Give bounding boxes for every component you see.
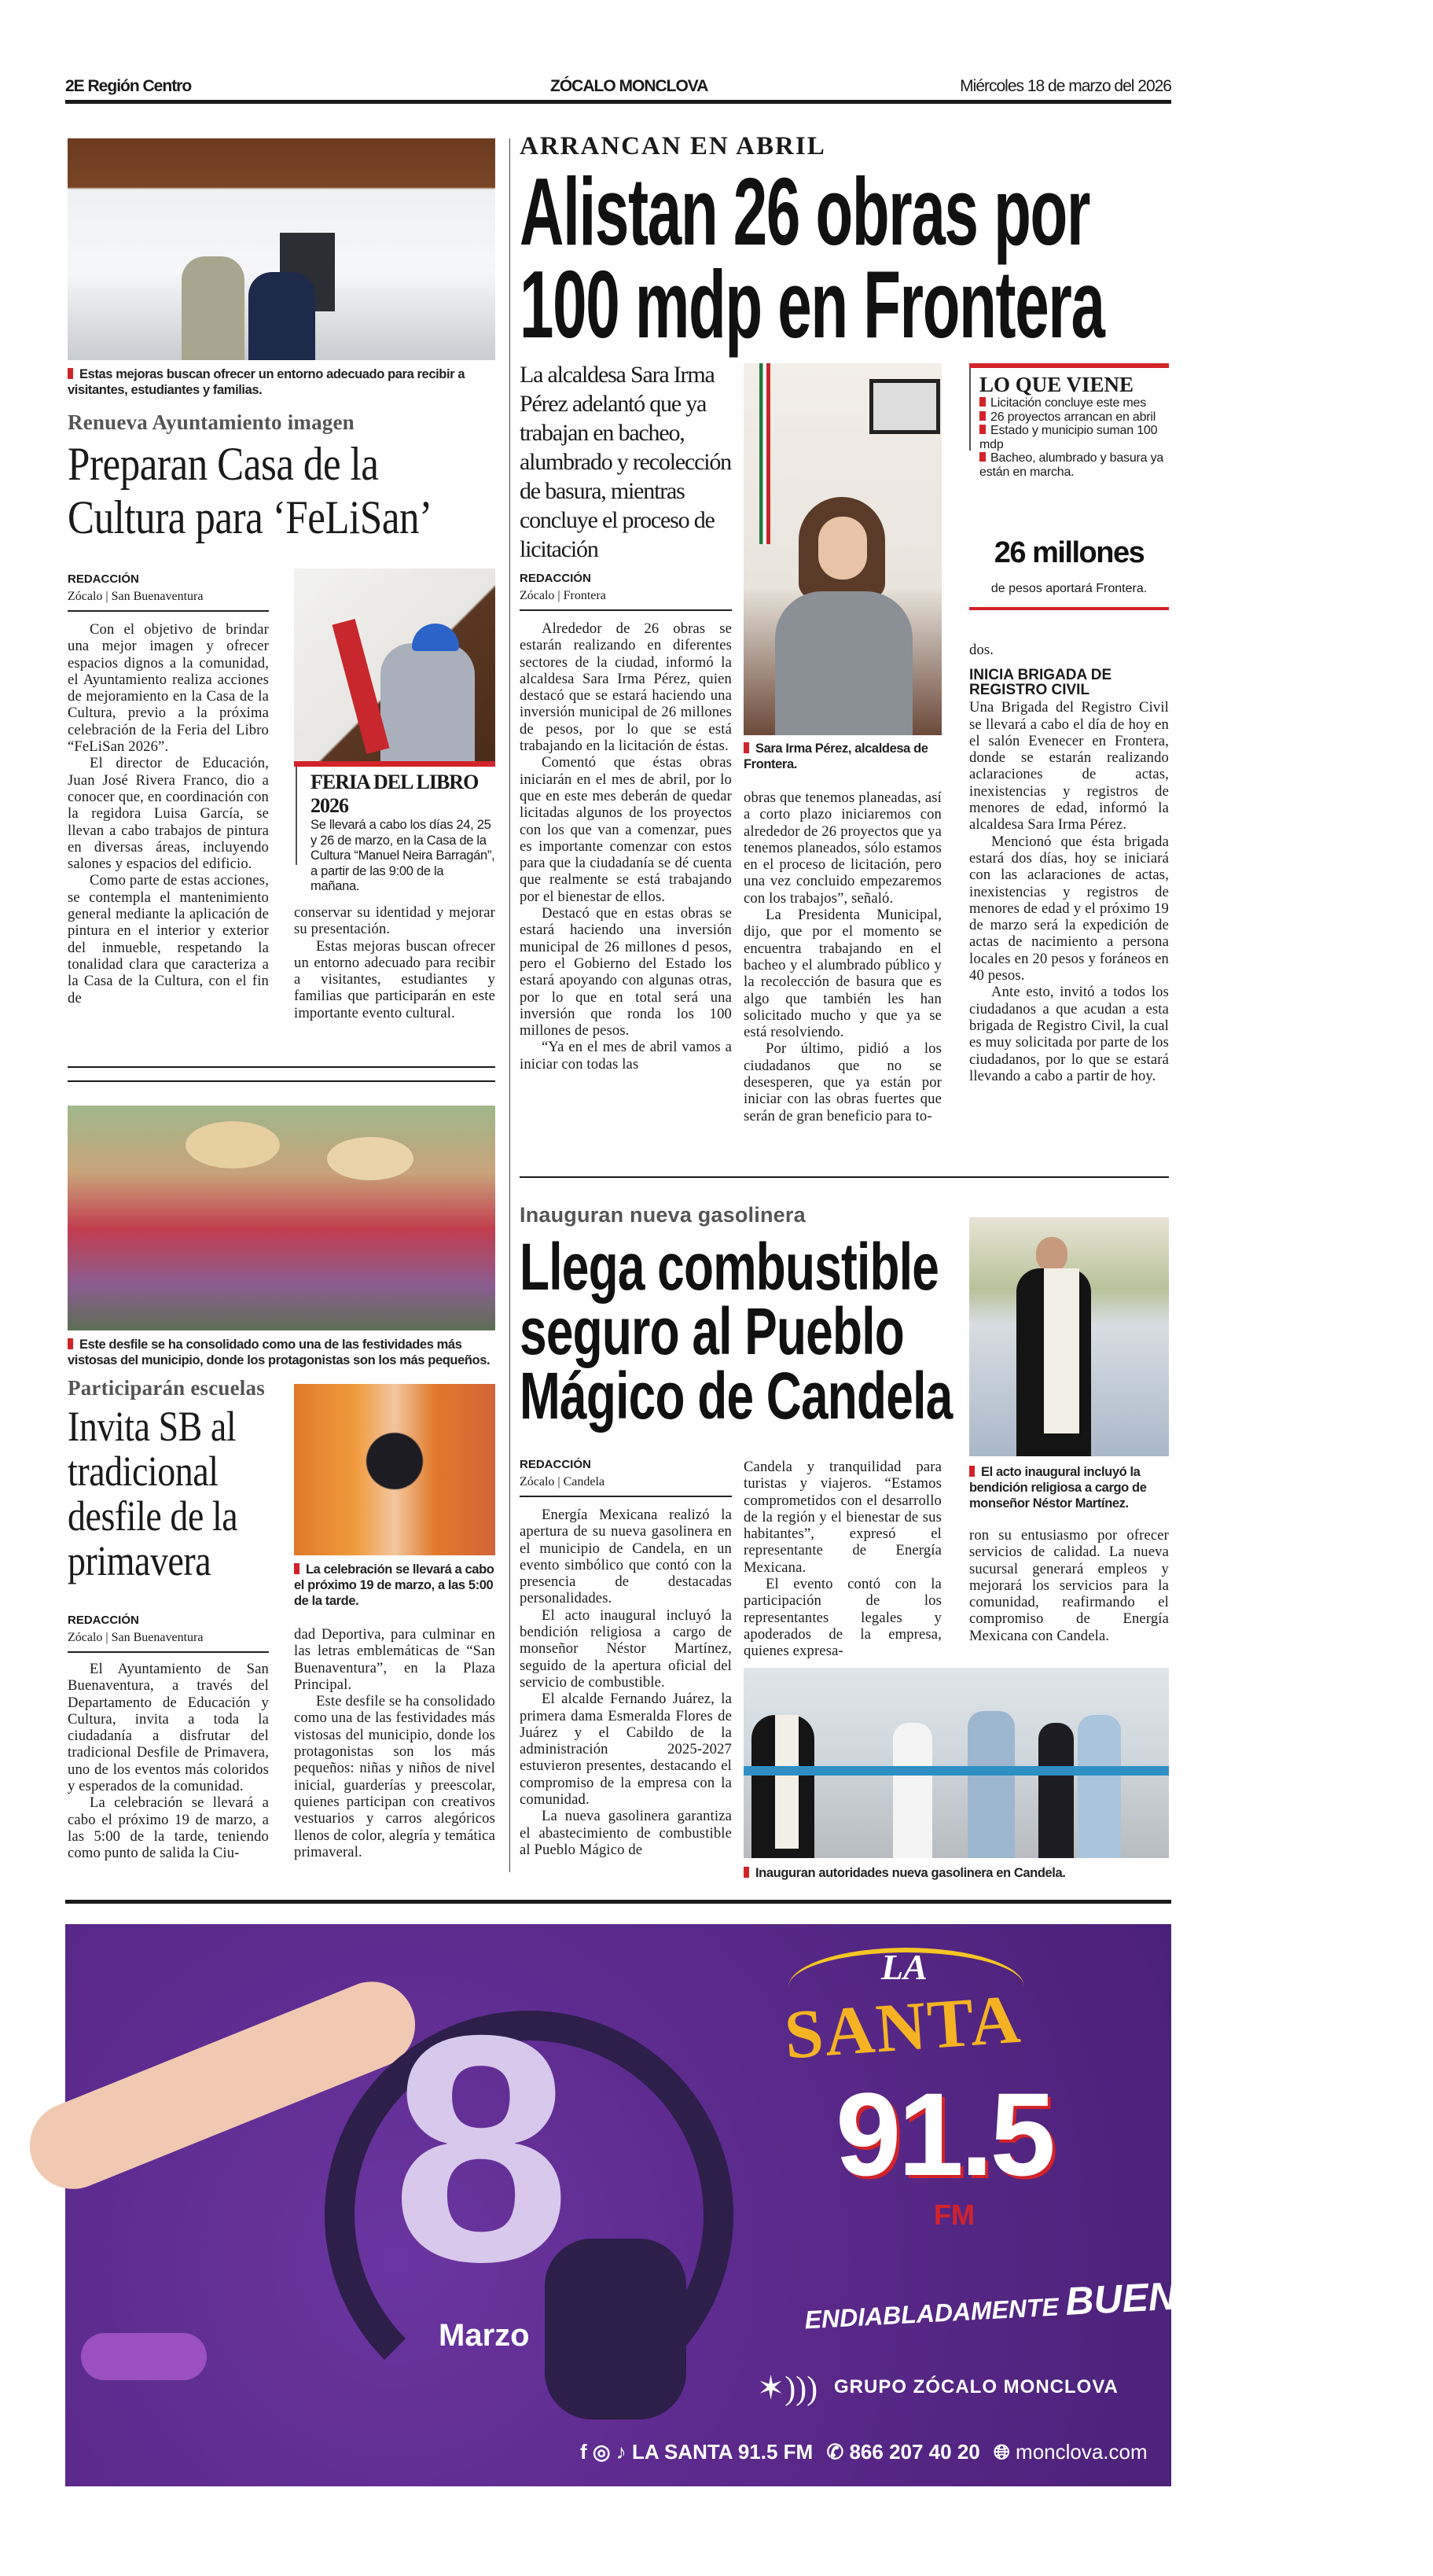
article-column <box>68 621 269 1006</box>
logo-la: LA <box>881 1947 928 1987</box>
ad-month: Marzo <box>439 2318 530 2353</box>
photo-caption: La celebración se llevará a cabo el próximo 19 de marzo, a las 5:00 de la tarde. <box>294 1562 494 1608</box>
paragraph: Como parte de estas acciones, se contempla el mantenimiento general mediante la aplicación de pintura en el interior y exterior del inmueble, respetando la tonalidad clara que caracteriza a la Casa de la Cultura, con el fin de <box>68 872 269 1006</box>
byline: REDACCIÓN Zócalo | San Buenaventura <box>68 1612 269 1653</box>
paragraph: Mencionó que ésta brigada estará dos días, hoy se iniciará con las aclaraciones de actas, inexistencias y registros de menores de edad y el próximo 19 de marzo será la expedición de actas de nacimiento a persona locales en 20 pesos y foráneos en 40 pesos. <box>969 833 1169 984</box>
story-kicker: Inauguran nueva gasolinera <box>520 1203 806 1227</box>
box-red-rule <box>294 761 495 767</box>
paragraph: La Presidenta Municipal, dijo, que por el momento se encuentra trabajando en el bacheo y el alumbrado público y la recolección de basura que es algo que también les han solicitado mucho y que ya se está resolviendo. <box>744 907 942 1041</box>
article-column <box>294 904 495 1021</box>
sidebar-title: LO QUE VIENE <box>979 373 1134 396</box>
ad-phone[interactable]: 866 207 40 20 <box>849 2440 980 2464</box>
article-column <box>969 699 1169 1084</box>
ribbon-cutting-photo <box>744 1668 1169 1858</box>
ad-slogan: ENDIABLADAMENTE BUENA <box>803 2272 1207 2335</box>
section-divider <box>68 1080 495 1082</box>
paragraph: Comentó que éstas obras iniciarán en el mes de abril, por lo que en este mes deberán de quedar licitadas algunos de los proyectos con los que van a comenzar, pues es importante comenzar con estos para que la ciudadanía se dé cuenta que realmente se está trabajando por el bienestar de ellos. <box>520 754 732 905</box>
article-column <box>294 1626 495 1860</box>
ribbon-illustration <box>81 2333 207 2380</box>
paragraph: El evento contó con la participación de los representantes legales y apoderados de la empresa, quienes expresa- <box>744 1576 942 1660</box>
photo-caption: Estas mejoras buscan ofrecer un entorno adecuado para recibir a visitantes, estudiantes y familias. <box>68 367 465 397</box>
photo-caption: Inauguran autoridades nueva gasolinera en Candela. <box>744 1865 1169 1881</box>
sidebar-stat-text: de pesos aportará Frontera. <box>990 582 1148 595</box>
brigada-column-stack <box>969 642 1169 1084</box>
paragraph: El acto inaugural incluyó la bendición religiosa a cargo de monseñor Néstor Martínez, seguido de la apertura oficial del servicio de combustible. <box>520 1606 732 1691</box>
paragraph: Este desfile se ha consolidado como una de las festividades más vistosas del municipio, donde los protagonistas son los más pequeños: niñas y niños de nivel inicial, guarderías y preescolar, quienes participan con creativos vestuarios y carros alegóricos llenos de color, alegría y temática primaveral. <box>294 1693 495 1860</box>
lead-headline: Alistan 26 obras por 100 mdp en Frontera <box>520 158 1104 358</box>
paragraph: “Ya en el mes de abril vamos a iniciar con todas las <box>520 1039 732 1073</box>
sidebar-bottom-rule <box>969 607 1169 610</box>
box-text: Se llevará a cabo los días 24, 25 y 26 de marzo, en la Casa de la Cultura “Manuel Neira Barragán”, a partir de las 9:00 de la mañana. <box>310 818 495 893</box>
photo-caption: El acto inaugural incluyó la bendición religiosa a cargo de monseñor Néstor Martínez. <box>969 1465 1147 1511</box>
paragraph: conservar su identidad y mejorar su presentación. <box>294 904 495 938</box>
globe-icon: 🌐︎ <box>993 2440 1010 2464</box>
section-divider <box>520 1176 1169 1178</box>
sub-heading: INICIA BRIGADA DE REGISTRO CIVIL <box>969 667 1112 699</box>
byline: REDACCIÓN Zócalo | San Buenaventura <box>68 571 269 612</box>
article-column <box>744 789 942 1124</box>
whatsapp-icon: ✆ <box>826 2440 844 2464</box>
sidebar-list <box>979 396 1171 479</box>
sidebar-item: Licitación concluye este mes <box>979 396 1171 410</box>
story-kicker: Renueva Ayuntamiento imagen <box>68 410 355 434</box>
broadcast-icon: ✶))) <box>757 2371 818 2407</box>
sidebar-top-rule <box>969 363 1169 368</box>
paragraph: El director de Educación, Juan José Rivera Franco, dio a conocer que, en coordinación con la regidora Luisa García, se llevan a cabo trabajos de pintura en diversas áreas, incluyendo salones y espacios del edificio. <box>68 755 269 873</box>
paragraph: dad Deportiva, para culminar en las letras emblemáticas de “San Buenaventura”, en la Plaza Principal. <box>294 1626 495 1693</box>
photo-caption: Este desfile se ha consolidado como una de las festividades más vistosas del municipio, donde los protagonistas son los más pequeños. <box>68 1338 491 1367</box>
ad-group-name: GRUPO ZÓCALO MONCLOVA <box>834 2376 1119 2398</box>
header-rule <box>65 100 1171 104</box>
photo-caption: Sara Irma Pérez, alcaldesa de Frontera. <box>744 742 928 771</box>
paragraph: ron su entusiasmo por ofrecer servicios de calidad. La nueva sucursal generará empleos y mejorará los servicios para la comunidad, reafirmando el compromiso de Energía Mexicana con Candela. <box>969 1527 1169 1644</box>
paragraph: obras que tenemos planeadas, así a corto plazo iniciaremos con alrededor de 26 proyectos que ya tenemos planeados, sólo estamos en el proceso de licitación, pero una vez concluido empezaremos con los trabajos”, señaló. <box>744 789 942 907</box>
paragraph: Por último, pidió a los ciudadanos que no se desesperen, que ya están por iniciar con las obras fuertes que serán de gran beneficio para to- <box>744 1040 942 1124</box>
logo-santa: SANTA <box>781 1981 1024 2074</box>
ad-social-handle: LA SANTA 91.5 FM <box>632 2440 814 2464</box>
article-column <box>744 1459 942 1660</box>
article-column <box>969 642 1169 658</box>
story-headline: Invita SB al tradicional desfile de la primavera <box>68 1403 238 1584</box>
sidebar-item: Estado y municipio suman 100 mdp <box>979 424 1158 451</box>
ad-website[interactable]: monclova.com <box>1016 2440 1148 2464</box>
paragraph: Ante esto, invitó a todos los ciudadanos a que acudan a esta brigada de Registro Civil, la cual es muy solicitada por parte de los ciudadanos, por lo que se estará llevando a cabo a partir de hoy. <box>969 984 1169 1084</box>
mayor-portrait-photo <box>744 363 942 735</box>
box-border <box>296 767 297 865</box>
article-column <box>520 1507 732 1858</box>
issue-date: Miércoles 18 de marzo del 2026 <box>960 77 1171 95</box>
story-headline: Llega combustible seguro al Pueblo Mágico de Candela <box>520 1230 953 1433</box>
logo-frequency: 91.5 <box>836 2068 1053 2200</box>
butterfly-costume-photo <box>294 1384 495 1555</box>
paragraph: Con el objetivo de brindar una mejor imagen y ofrecer espacios dignos a la comunidad, el Ayuntamiento realiza acciones de mejoramiento en la Casa de la Cultura, previo a la próxima celebración de la Feria del Libro “FeLiSan 2026”. <box>68 621 269 756</box>
logo-fm: FM <box>934 2199 975 2231</box>
paragraph: El Ayuntamiento de San Buenaventura, a través del Departamento de Educación y Cultura, invita a toda la ciudadanía a disfrutar del tradicional Desfile de Primavera, uno de los eventos más coloridos y esperados de la comunidad. <box>68 1661 269 1795</box>
column-divider <box>509 138 510 1872</box>
ad-contact-bar <box>580 2440 1148 2465</box>
paragraph: Destacó que en estas obras se estará haciendo una inversión municipal de 26 millones d pesos, pero el Gobierno del Estado los estará apoyando con algunas otras, por lo que en total será una inversión que ronda los 100 millones de pesos. <box>520 905 732 1040</box>
paragraph: La celebración se llevará a cabo el próximo 19 de marzo, a las 5:00 de la tarde, teniendo como punto de salida la Ciu- <box>68 1794 269 1862</box>
social-icons: f ◎ ♪ <box>580 2440 626 2464</box>
box-title: FERIA DEL LIBRO 2026 <box>310 771 479 817</box>
paragraph: Energía Mexicana realizó la apertura de su nueva gasolinera en el municipio de Candela, en un evento simbólico que contó con la presencia de destacadas personalidades. <box>520 1507 732 1607</box>
parade-children-photo <box>68 1106 495 1330</box>
lead-deck: La alcaldesa Sara Irma Pérez adelantó que ya trabajan en bacheo, alumbrado y recolección de basura, mientras concluye el proceso de licitación <box>520 362 731 562</box>
ad-day-numeral: 8 <box>391 1968 571 2328</box>
byline: REDACCIÓN Zócalo | Frontera <box>520 570 732 611</box>
story-headline: Preparan Casa de la Cultura para ‘FeLiSan’ <box>68 438 432 543</box>
feria-info-box <box>310 771 495 895</box>
paragraph: Estas mejoras buscan ofrecer un entorno adecuado para recibir a visitantes, estudiantes y familias que participarán en este importante evento cultural. <box>294 937 495 1021</box>
newspaper-name: ZÓCALO MONCLOVA <box>550 77 708 95</box>
section-divider <box>68 1066 495 1068</box>
section-label: 2E Región Centro <box>65 77 192 95</box>
paragraph: Alrededor de 26 obras se estarán realizando en diferentes sectores de la ciudad, informó la alcaldesa Sara Irma Pérez, quien destacó que se estará haciendo una inversión municipal de 26 millones de pesos, por lo que se está trabajando en la licitación de éstas. <box>520 620 732 755</box>
lead-left-column-stack <box>520 360 733 1073</box>
casa-cultura-interior-photo <box>68 138 495 360</box>
paragraph: Candela y tranquilidad para turistas y viajeros. “Estamos comprometidos con el desarrollo de la región y el bienestar de sus habitantes”, expresó el representante de Energía Mexicana. <box>744 1459 942 1576</box>
lead-kicker: ARRANCAN EN ABRIL <box>520 132 826 160</box>
sidebar-item: 26 proyectos arrancan en abril <box>979 410 1171 425</box>
paragraph: dos. <box>969 642 994 658</box>
paragraph: El alcalde Fernando Juárez, la primera dama Esmeralda Flores de Juárez y el Cabildo de la administración 2025-2027 estuvieron presentes, destacando el compromiso de la empresa con la comunidad. <box>520 1691 732 1809</box>
article-column <box>520 620 732 1073</box>
paragraph: Una Brigada del Registro Civil se llevará a cabo el día de hoy en el salón Evenecer en Frontera, donde se estarán realizando aclaraciones de actas, inexistencias y registros de menores de edad, informó la alcaldesa Sara Irma Pérez. <box>969 699 1169 834</box>
priest-blessing-photo <box>969 1217 1169 1456</box>
sidebar-border <box>969 368 971 451</box>
sidebar-item: Bacheo, alumbrado y basura ya están en marcha. <box>979 451 1164 479</box>
byline: REDACCIÓN Zócalo | Candela <box>520 1456 732 1497</box>
la-santa-radio-ad[interactable] <box>65 1924 1207 2486</box>
article-column <box>68 1661 269 1862</box>
paragraph: La nueva gasolinera garantiza el abastecimiento de combustible al Pueblo Mágico de <box>520 1808 732 1858</box>
sidebar-stat: 26 millones <box>994 536 1145 569</box>
ad-divider <box>65 1900 1171 1904</box>
story-kicker: Participarán escuelas <box>68 1376 265 1400</box>
painter-photo <box>294 569 495 761</box>
lo-que-viene-box <box>979 373 1171 479</box>
article-column <box>969 1527 1169 1644</box>
